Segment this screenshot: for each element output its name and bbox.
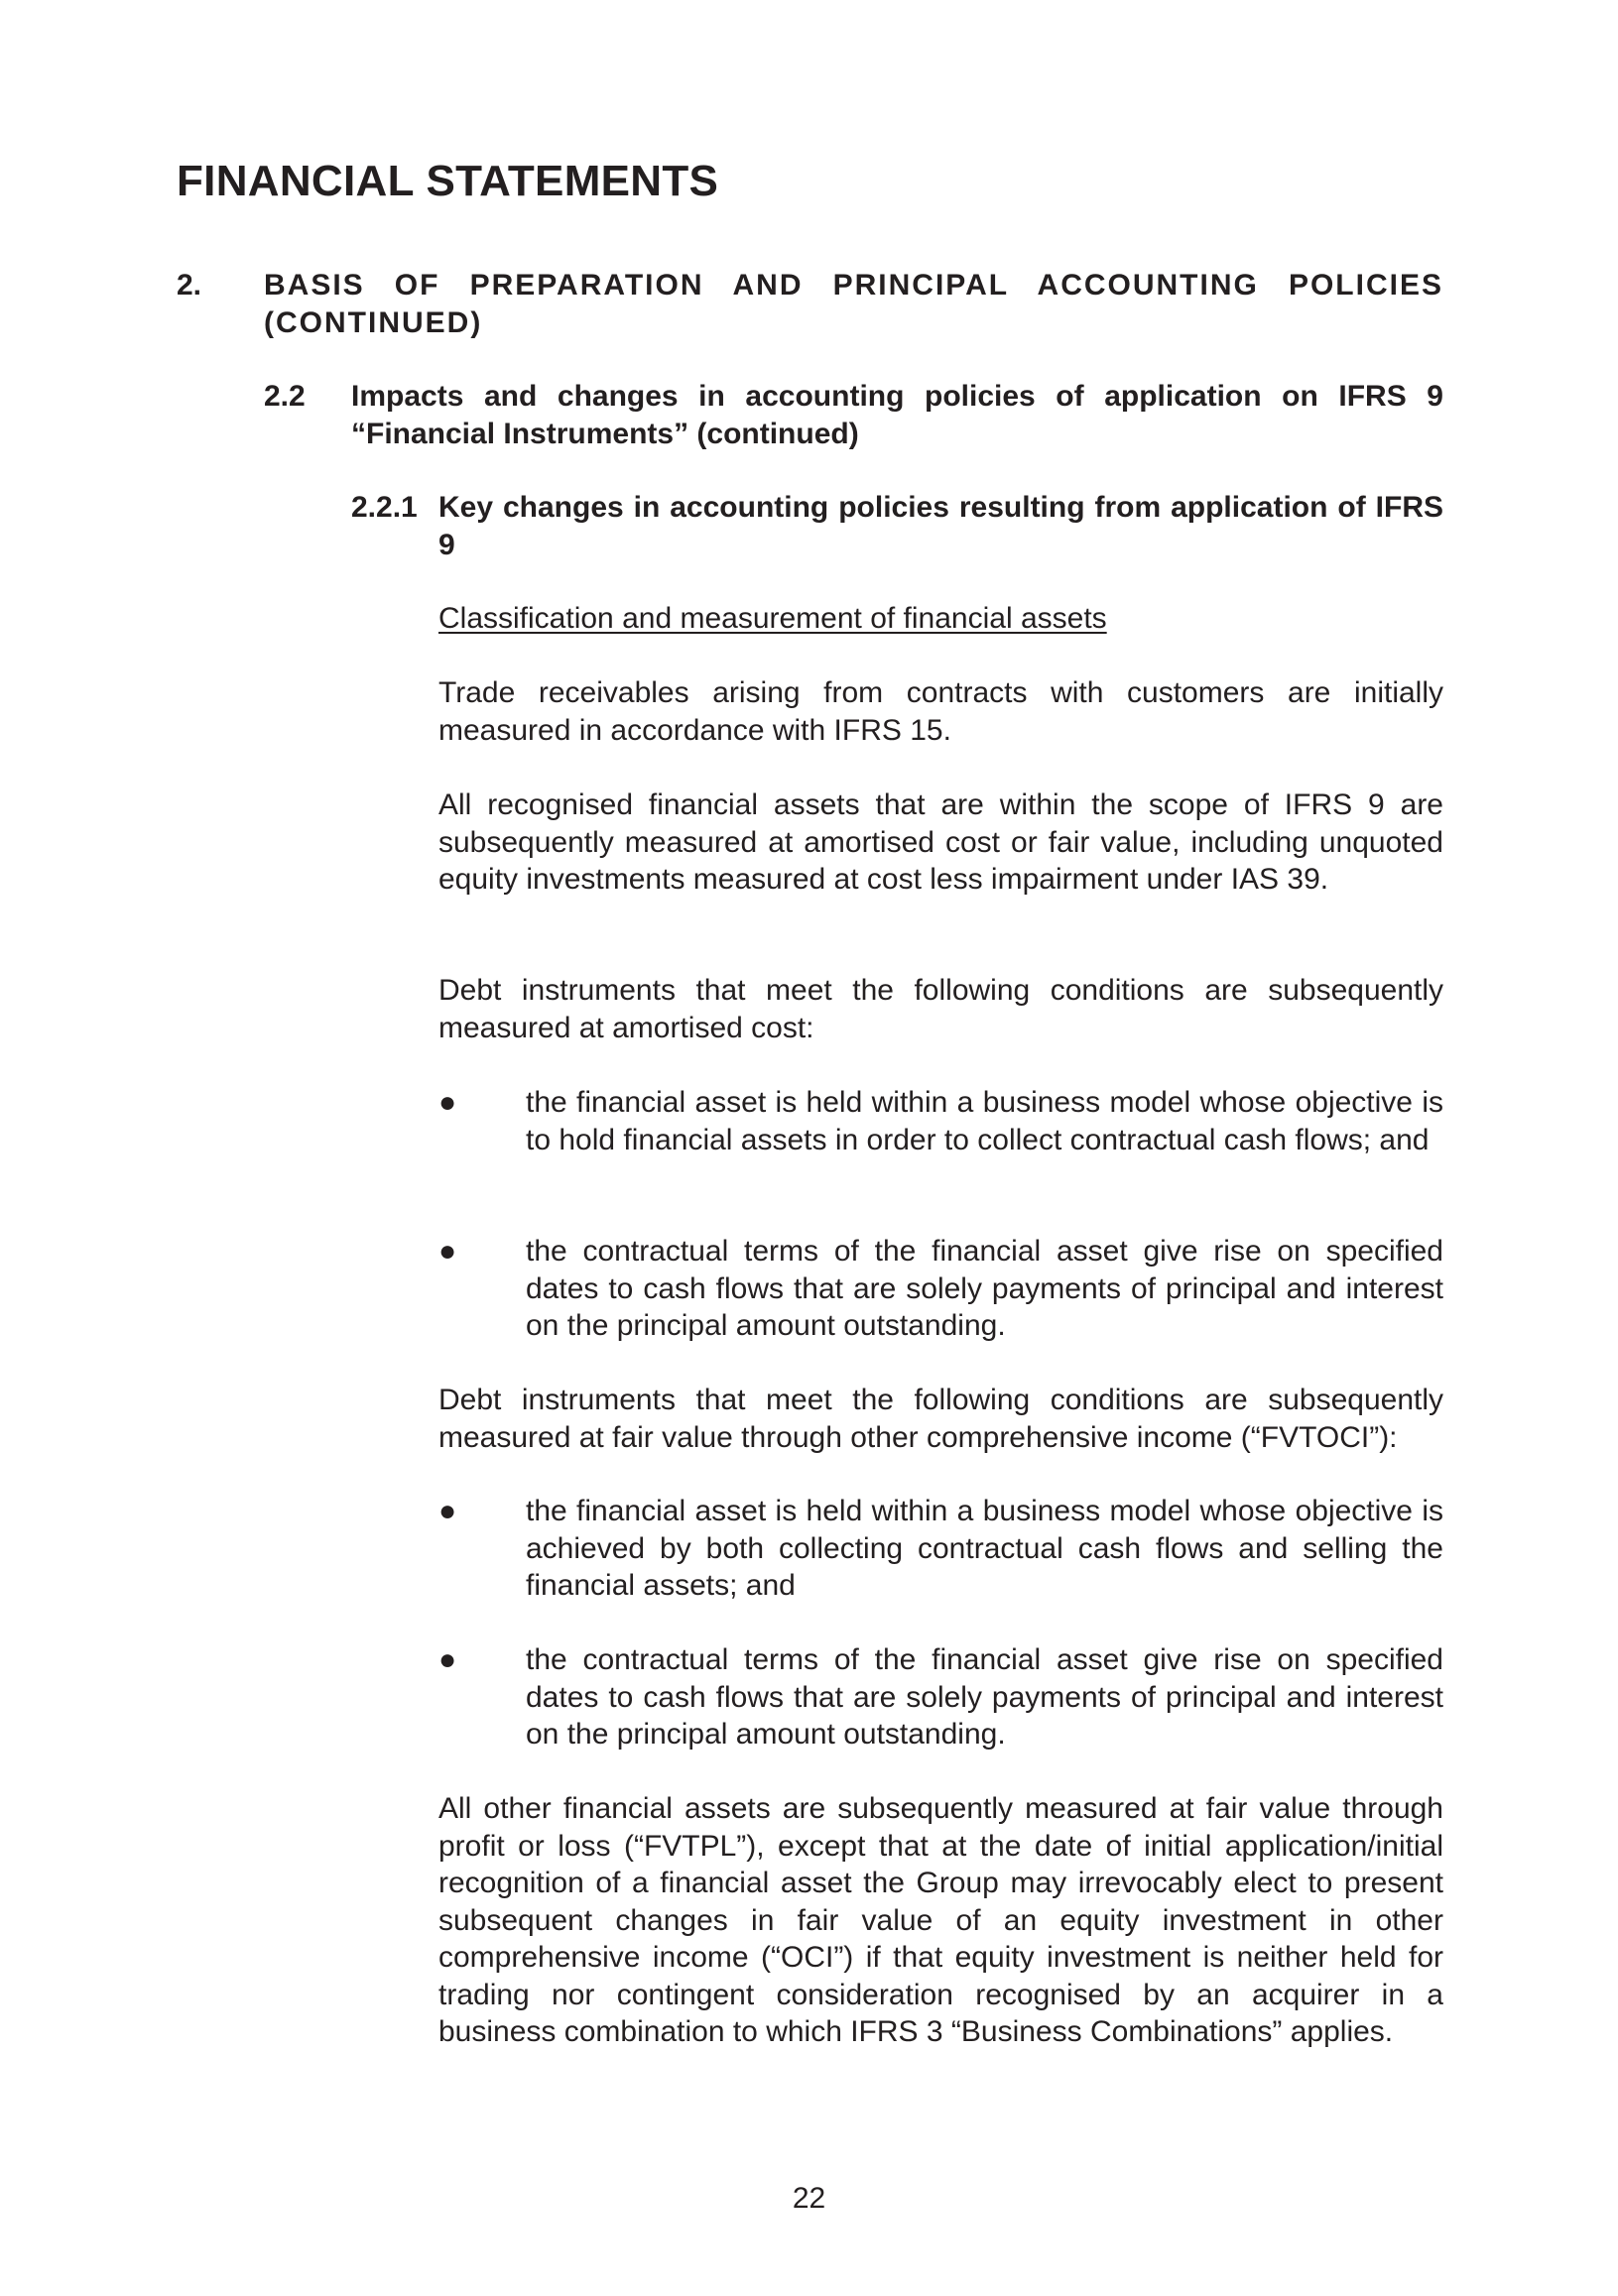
paragraph-amortised-cost-conditions: Debt instruments that meet the following conditions are subsequently measured at amortised cost: [438, 974, 1443, 1044]
page-number: 22 [792, 2182, 826, 2215]
subsubsection-number: 2.2.1 [351, 491, 418, 524]
bullet-dot: ● [438, 1495, 457, 1527]
bullet-text: the contractual terms of the financial asset give rise on specified dates to cash flows that are solely payments of principal and interest on the principal amount outstanding. [526, 1643, 1443, 1751]
amortised-bullet-1-block [438, 1084, 1443, 1158]
fvtoci-bullet-2-block [438, 1641, 1443, 1753]
paragraph-trade-receivables: Trade receivables arising from contracts with customers are initially measured in accordance with IFRS 15. [438, 676, 1443, 747]
page-title: FINANCIAL STATEMENTS [177, 157, 719, 205]
bullet-text: the financial asset is held within a business model whose objective is to hold financial assets in order to collect contractual cash flows; and [526, 1086, 1443, 1156]
section-number: 2. [177, 269, 202, 302]
section-heading [177, 267, 1443, 342]
subsubsection-heading [351, 489, 1443, 564]
paragraph-fvtoci-conditions: Debt instruments that meet the following conditions are subsequently measured at fair value through other comprehensive income (“FVTOCI”): [438, 1384, 1443, 1454]
classification-subheading: Classification and measurement of financial assets [438, 602, 1107, 635]
subsection-heading [264, 378, 1443, 453]
bullet-text: the contractual terms of the financial asset give rise on specified dates to cash flows that are solely payments of principal and interest on the principal amount outstanding. [526, 1235, 1443, 1342]
amortised-cost-block [438, 972, 1443, 1046]
bullet-item [438, 1233, 1443, 1345]
bullet-dot: ● [438, 1643, 457, 1676]
trade-receivables-block [438, 674, 1443, 749]
paragraph-recognised-assets: All recognised financial assets that are within the scope of IFRS 9 are subsequently measured at amortised cost or fair value, including unquoted equity investments measured at cost less impairment under IAS 39. [438, 788, 1443, 896]
bullet-item [438, 1641, 1443, 1753]
recognised-assets-block [438, 786, 1443, 899]
bullet-item [438, 1084, 1443, 1158]
paragraph-fvtpl: All other financial assets are subsequently measured at fair value through profit or loss (“FVTPL”), except that at the date of initial application/initial recognition of a financial asset the Group may irrevocably elect to present subsequent changes in fair value of an equity investment in other comprehensive income (“OCI”) if that equity investment is neither held for trading nor contingent consideration recognised by an acquirer in a business combination to which IFRS 3 “Business Combinations” applies. [438, 1792, 1443, 2048]
fvtoci-block [438, 1382, 1443, 1456]
bullet-item [438, 1493, 1443, 1605]
classification-subheading-block [438, 600, 1443, 638]
subsection-number: 2.2 [264, 380, 306, 413]
fvtoci-bullet-1-block [438, 1493, 1443, 1605]
bullet-dot: ● [438, 1235, 457, 1268]
amortised-bullet-2-block [438, 1233, 1443, 1345]
subsubsection-title: Key changes in accounting policies resulting from application of IFRS 9 [438, 491, 1443, 561]
bullet-dot: ● [438, 1086, 457, 1119]
section-title: BASIS OF PREPARATION AND PRINCIPAL ACCOUNTING POLICIES (CONTINUED) [264, 269, 1443, 339]
bullet-text: the financial asset is held within a business model whose objective is achieved by both collecting contractual cash flows and selling the financial assets; and [526, 1495, 1443, 1602]
subsection-title: Impacts and changes in accounting policies of application on IFRS 9 “Financial Instruments” (continued) [351, 380, 1443, 450]
fvtpl-block [438, 1790, 1443, 2051]
